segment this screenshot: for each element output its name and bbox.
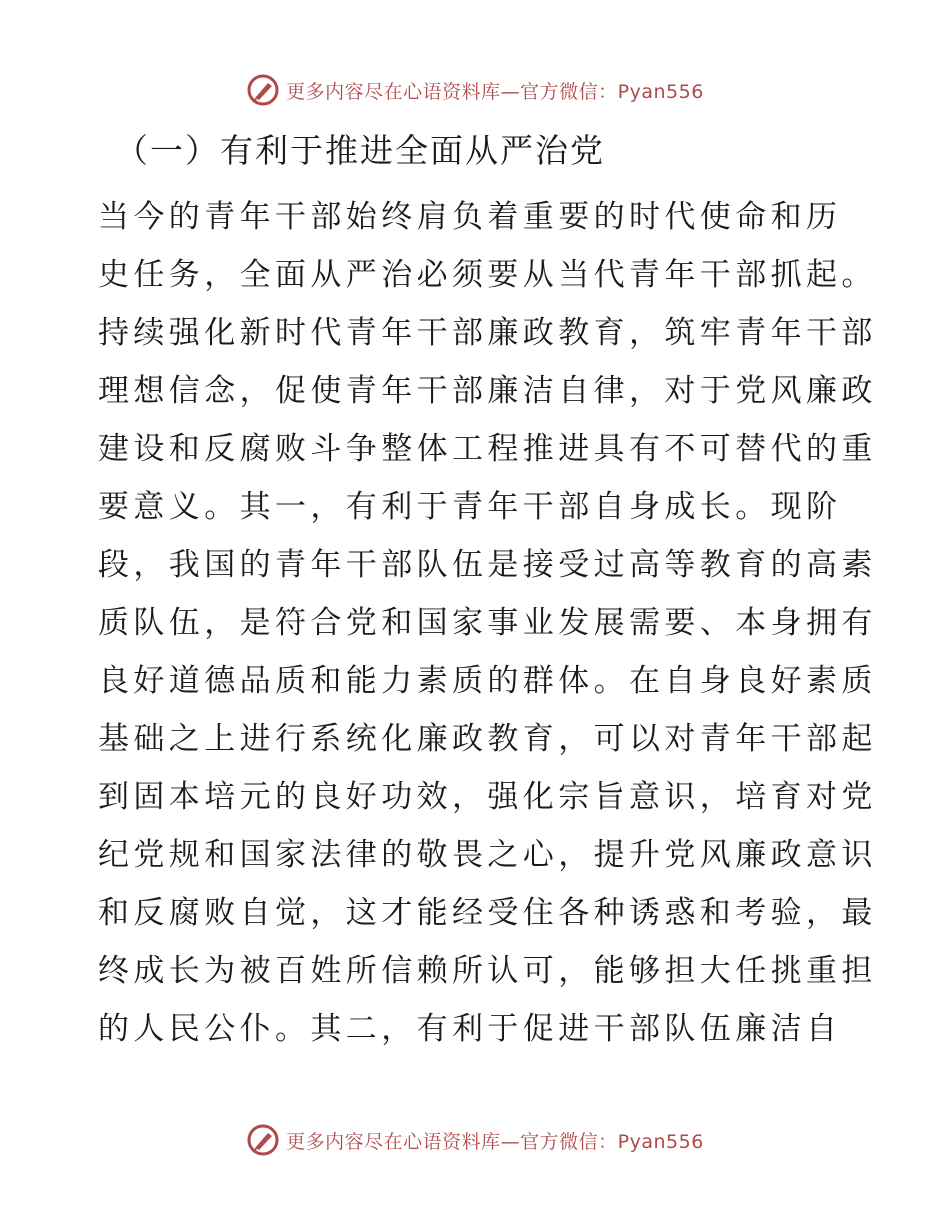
section-heading: （一）有利于推进全面从严治党 xyxy=(115,131,605,170)
paragraph-line: 建设和反腐败斗争整体工程推进具有不可替代的重 xyxy=(98,431,877,467)
paragraph-line: 当今的青年干部始终肩负着重要的时代使命和历 xyxy=(98,199,842,235)
paragraph-line: 和反腐败自觉，这才能经受住各种诱惑和考验，最 xyxy=(98,895,877,931)
paragraph-line: 到固本培元的良好功效，强化宗旨意识，培育对党 xyxy=(98,779,877,815)
paragraph-line: 基础之上进行系统化廉政教育，可以对青年干部起 xyxy=(98,721,877,757)
paragraph-line: 终成长为被百姓所信赖所认可，能够担大任挑重担 xyxy=(98,953,877,989)
watermark-text: 更多内容尽在心语资料库—官方微信：Pyan556 xyxy=(286,1130,704,1153)
paragraph-line: 质队伍，是符合党和国家事业发展需要、本身拥有 xyxy=(98,605,877,641)
paragraph-line: 理想信念，促使青年干部廉洁自律，对于党风廉政 xyxy=(98,373,877,409)
paragraph-line: 纪党规和国家法律的敬畏之心，提升党风廉政意识 xyxy=(98,837,877,873)
pen-logo-icon xyxy=(246,73,280,107)
paragraph-line: 史任务，全面从严治必须要从当代青年干部抓起。 xyxy=(98,257,877,293)
header-watermark xyxy=(0,70,950,110)
paragraph-line: 的人民公仆。其二，有利于促进干部队伍廉洁自 xyxy=(98,1011,842,1047)
paragraph-line: 要意义。其一，有利于青年干部自身成长。现阶 xyxy=(98,489,842,525)
watermark-text: 更多内容尽在心语资料库—官方微信：Pyan556 xyxy=(286,80,704,103)
paragraph-line: 段，我国的青年干部队伍是接受过高等教育的高素 xyxy=(98,547,877,583)
pen-logo-icon xyxy=(246,1123,280,1157)
paragraph-line: 持续强化新时代青年干部廉政教育，筑牢青年干部 xyxy=(98,315,877,351)
footer-watermark xyxy=(0,1120,950,1160)
paragraph-line: 良好道德品质和能力素质的群体。在自身良好素质 xyxy=(98,663,877,699)
